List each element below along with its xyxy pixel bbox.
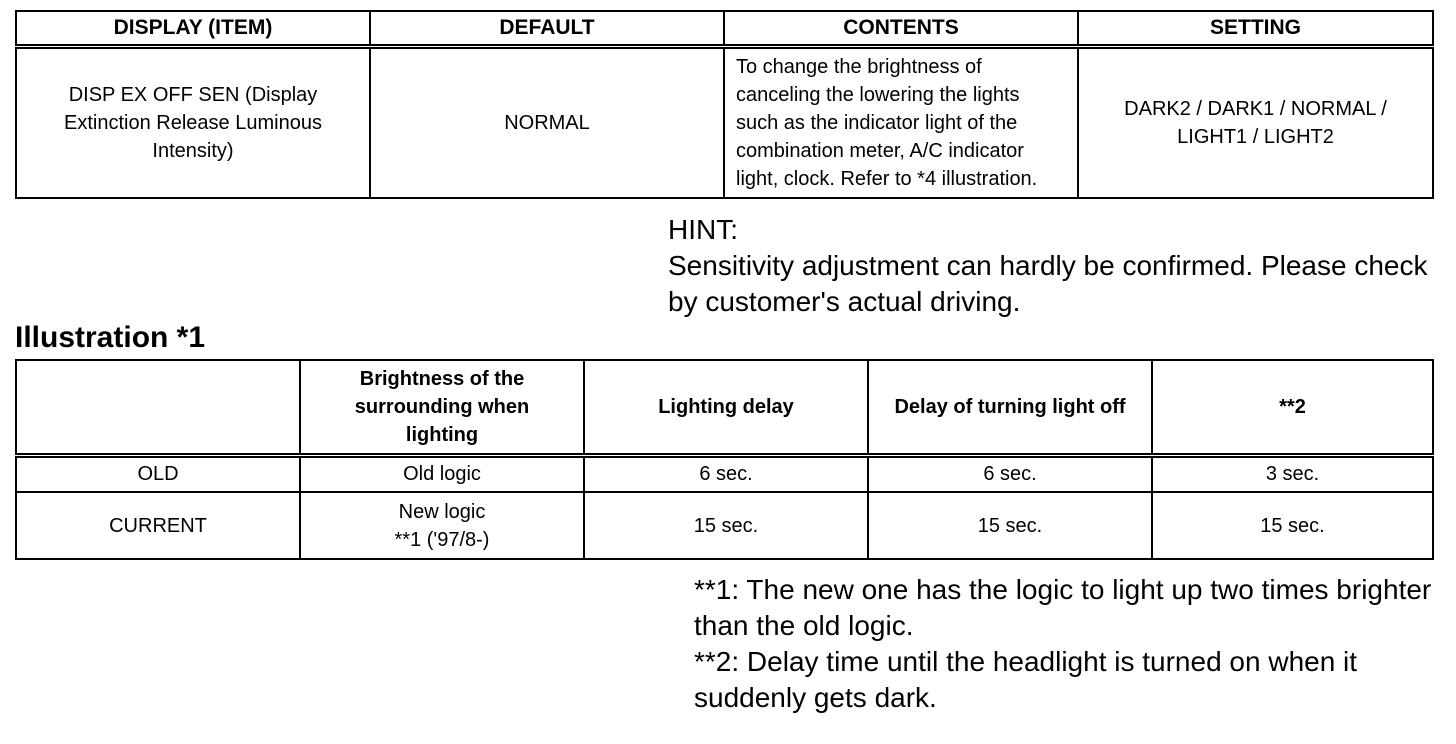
header-delay-off: Delay of turning light off [868,360,1152,455]
table-row [16,455,1433,492]
footnote-2: **2: Delay time until the headlight is turned on when it suddenly gets dark. [694,646,1358,713]
cell-display-item: DISP EX OFF SEN (Display Extinction Release Luminous Intensity) [16,46,370,198]
footnote-1: **1: The new one has the logic to light up two times brighter than the old logic. [694,574,1432,641]
hint-text: Sensitivity adjustment can hardly be confirmed. Please check by customer's actual driving. [668,250,1428,317]
header-brightness: Brightness of the surrounding when lighting [300,360,584,455]
cell-version: OLD [16,455,300,492]
illustration-table-header [16,360,1433,455]
cell-contents: To change the brightness of canceling the lowering the lights such as the indicator light of the combination meter, A/C indicator light, clock. Refer to *4 illustration. [724,46,1078,198]
hint-block [668,212,1428,320]
header-blank [16,360,300,455]
cell-delay-off: 15 sec. [868,492,1152,559]
header-lighting-delay: Lighting delay [584,360,868,455]
illustration-table [15,359,1434,560]
cell-note-2-value: 15 sec. [1152,492,1433,559]
cell-logic: Old logic [300,455,584,492]
cell-note-2-value: 3 sec. [1152,455,1433,492]
cell-lighting-delay: 6 sec. [584,455,868,492]
cell-setting: DARK2 / DARK1 / NORMAL / LIGHT1 / LIGHT2 [1078,46,1433,198]
header-setting: SETTING [1078,11,1433,46]
hint-label: HINT: [668,214,738,245]
header-default: DEFAULT [370,11,724,46]
cell-delay-off: 6 sec. [868,455,1152,492]
table-row [16,46,1433,198]
cell-lighting-delay: 15 sec. [584,492,868,559]
header-display-item: DISPLAY (ITEM) [16,11,370,46]
settings-table [15,10,1434,199]
header-contents: CONTENTS [724,11,1078,46]
settings-table-header [16,11,1433,46]
header-note-2: **2 [1152,360,1433,455]
table-row [16,492,1433,559]
footnotes [694,572,1434,716]
cell-logic: New logic **1 ('97/8-) [300,492,584,559]
cell-version: CURRENT [16,492,300,559]
illustration-title: Illustration *1 [15,321,206,354]
cell-default: NORMAL [370,46,724,198]
